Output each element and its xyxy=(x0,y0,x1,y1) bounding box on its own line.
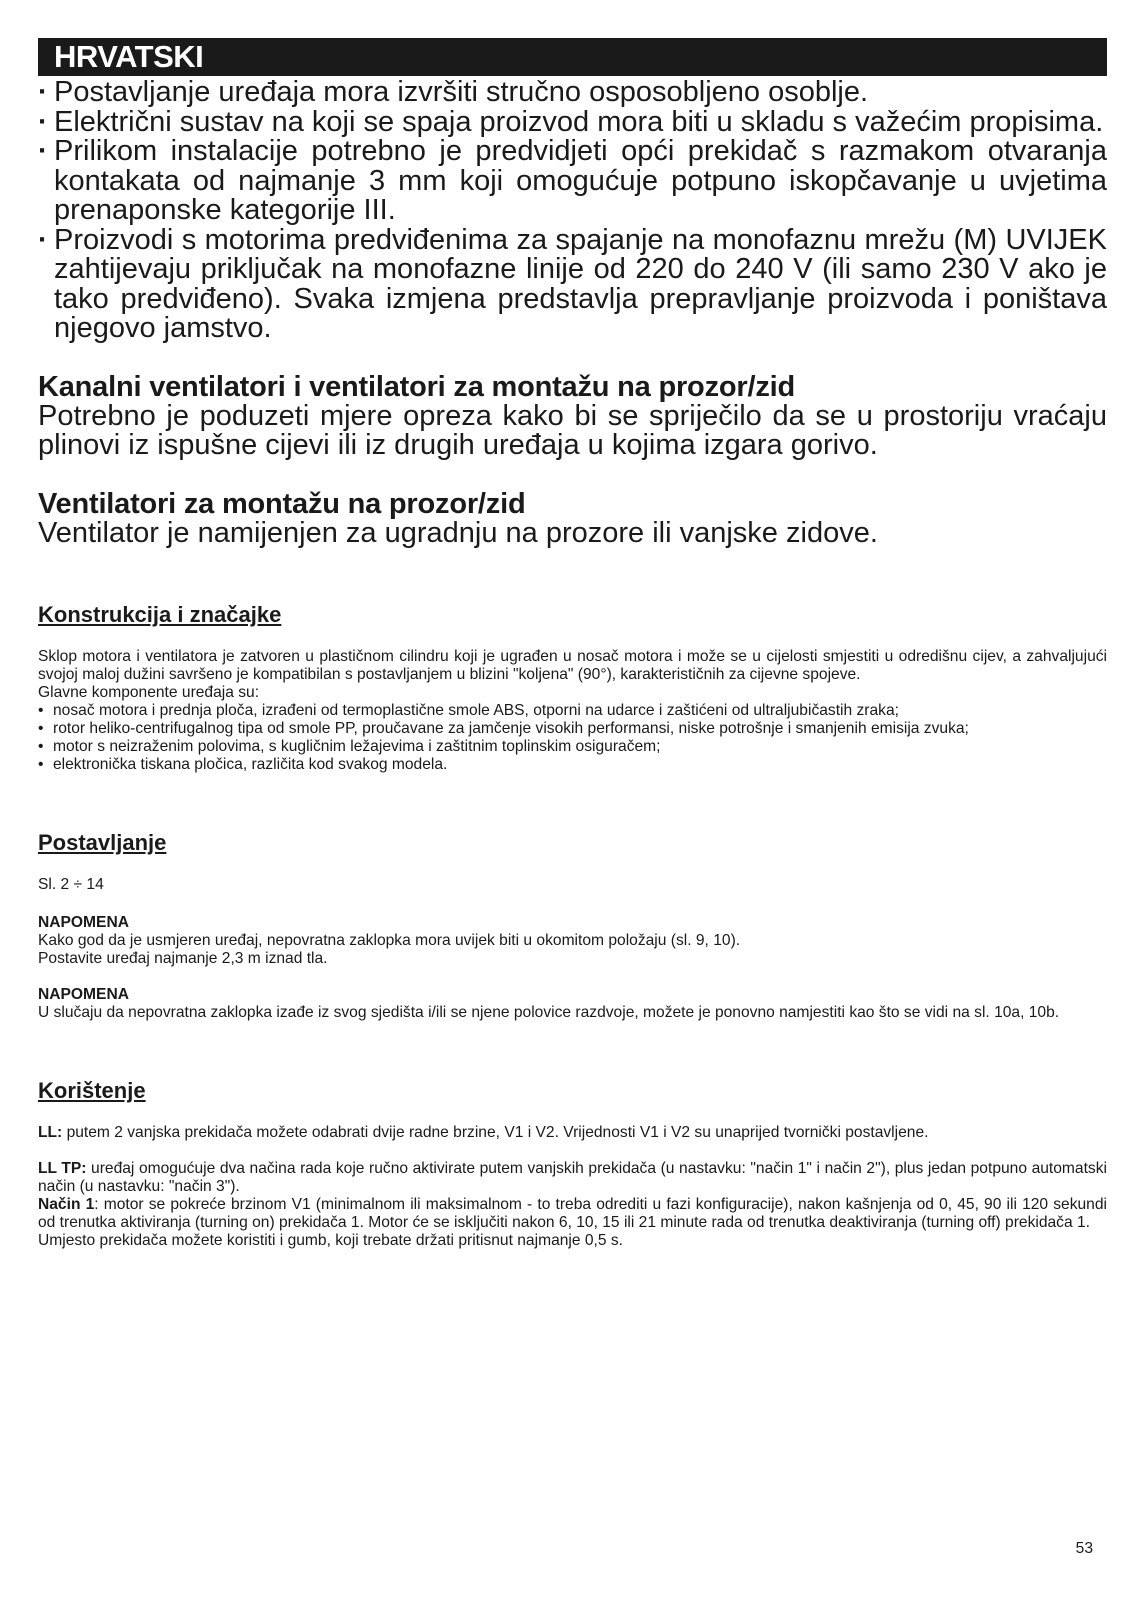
figure-reference: Sl. 2 ÷ 14 xyxy=(38,876,104,893)
components-intro: Glavne komponente uređaja su: xyxy=(38,684,260,701)
note-text: Kako god da je usmjeren uređaj, nepovratna zaklopka mora uvijek biti u okomitom položaju (sl. 9, 10). xyxy=(38,932,741,949)
component-item: • rotor heliko-centrifugalnog tipa od smole PP, proučavane za jamčenje visokih performansi, niske potrošnje i smanjenih emisija zvuka; xyxy=(38,720,1107,738)
ll-paragraph xyxy=(38,1124,1107,1142)
note-text: U slučaju da nepovratna zaklopka izađe iz svog sjedišta i/ili se njene polovice razdvoje, možete je ponovno namjestiti kao što se vidi na sl. 10a, 10b. xyxy=(38,1004,1060,1021)
document-page xyxy=(38,38,1107,1250)
component-item: • elektronička tiskana pločica, različita kod svakog modela. xyxy=(38,756,1107,774)
mode1-label: Način 1 xyxy=(38,1196,95,1213)
button-note: Umjesto prekidača možete koristiti i gumb, koji trebate držati pritisnut najmanje 0,5 s. xyxy=(38,1232,624,1249)
duct-section-text: Potrebno je poduzeti mjere opreza kako bi se spriječilo da se u prostoriju vraćaju plinovi iz ispušne cijevi ili iz drugih uređaja u kojima izgara gorivo. xyxy=(38,399,1107,461)
note-title: NAPOMENA xyxy=(38,914,129,931)
note-text: Postavite uređaj najmanje 2,3 m iznad tla. xyxy=(38,950,328,967)
window-section-text: Ventilator je namijenjen za ugradnju na prozore ili vanjske zidove. xyxy=(38,516,878,549)
usage-title: Korištenje xyxy=(38,1078,146,1103)
lltp-label: LL TP: xyxy=(38,1160,87,1177)
mode1-text: : motor se pokreće brzinom V1 (minimalnom ili maksimalnom - to treba odrediti u fazi konfiguracije), nakon kašnjenja od 0, 45, 90 ili 120 sekundi od trenutka aktiviranja (turning on) prekidača 1. Motor će se isključiti nakon 6, 10, 15 ili 21 minute rada od trenutka deaktiviranja (turning off) prekidača 1. xyxy=(38,1196,1107,1231)
component-item: • nosač motora i prednja ploča, izrađeni od termoplastične smole ABS, otporni na udarce i zaštićeni od ultraljubičastih zraka; xyxy=(38,702,1107,720)
lltp-text: uređaj omogućuje dva načina rada koje ručno aktivirate putem vanjskih prekidača (u nastavku: "način 1" i način 2"), plus jedan potpuno automatski način (u nastavku: "način 3"). xyxy=(38,1160,1107,1195)
note-title: NAPOMENA xyxy=(38,986,129,1003)
duct-section-title: Kanalni ventilatori i ventilatori za montažu na prozor/zid xyxy=(38,370,795,403)
intro-bullet: · Proizvodi s motorima predviđenima za spajanje na monofaznu mrežu (M) UVIJEK zahtijevaju priključak na monofazne linije od 220 do 240 V (ili samo 230 V ako je tako predviđeno). Svaka izmjena predstavlja prepravljanje proizvoda i poništava njegovo jamstvo. xyxy=(38,226,1107,344)
lltp-paragraph xyxy=(38,1160,1107,1196)
construction-title: Konstrukcija i značajke xyxy=(38,602,282,627)
ll-label: LL: xyxy=(38,1124,63,1141)
intro-bullet-list xyxy=(38,78,1107,344)
components-list xyxy=(38,702,1107,774)
installation-title: Postavljanje xyxy=(38,830,167,855)
page-number: 53 xyxy=(1075,1540,1093,1557)
construction-paragraph: Sklop motora i ventilatora je zatvoren u plastičnom cilindru koji je ugrađen u nosač motora i može se u cijelosti smjestiti u odredišnu cijev, a zahvaljujući svojoj maloj dužini savršeno je kompatibilan s postavljanjem u blizini "koljena" (90°), karakterističnih za cijevne spojeve. xyxy=(38,648,1107,683)
window-section-title: Ventilatori za montažu na prozor/zid xyxy=(38,487,526,520)
intro-bullet: · Prilikom instalacije potrebno je predvidjeti opći prekidač s razmakom otvaranja kontakata od najmanje 3 mm koji omogućuje potpuno iskopčavanje u uvjetima prenaponske kategorije III. xyxy=(38,137,1107,226)
ll-text: putem 2 vanjska prekidača možete odabrati dvije radne brzine, V1 i V2. Vrijednosti V1 i V2 su unaprijed tvornički postavljene. xyxy=(62,1124,929,1141)
intro-bullet: · Električni sustav na koji se spaja proizvod mora biti u skladu s važećim propisima. xyxy=(38,108,1107,138)
mode1-paragraph xyxy=(38,1196,1107,1232)
language-banner: HRVATSKI xyxy=(38,38,1107,76)
component-item: • motor s neizraženim polovima, s kugličnim ležajevima i zaštitnim toplinskim osiguračem; xyxy=(38,738,1107,756)
intro-bullet: · Postavljanje uređaja mora izvršiti stručno osposobljeno osoblje. xyxy=(38,78,1107,108)
